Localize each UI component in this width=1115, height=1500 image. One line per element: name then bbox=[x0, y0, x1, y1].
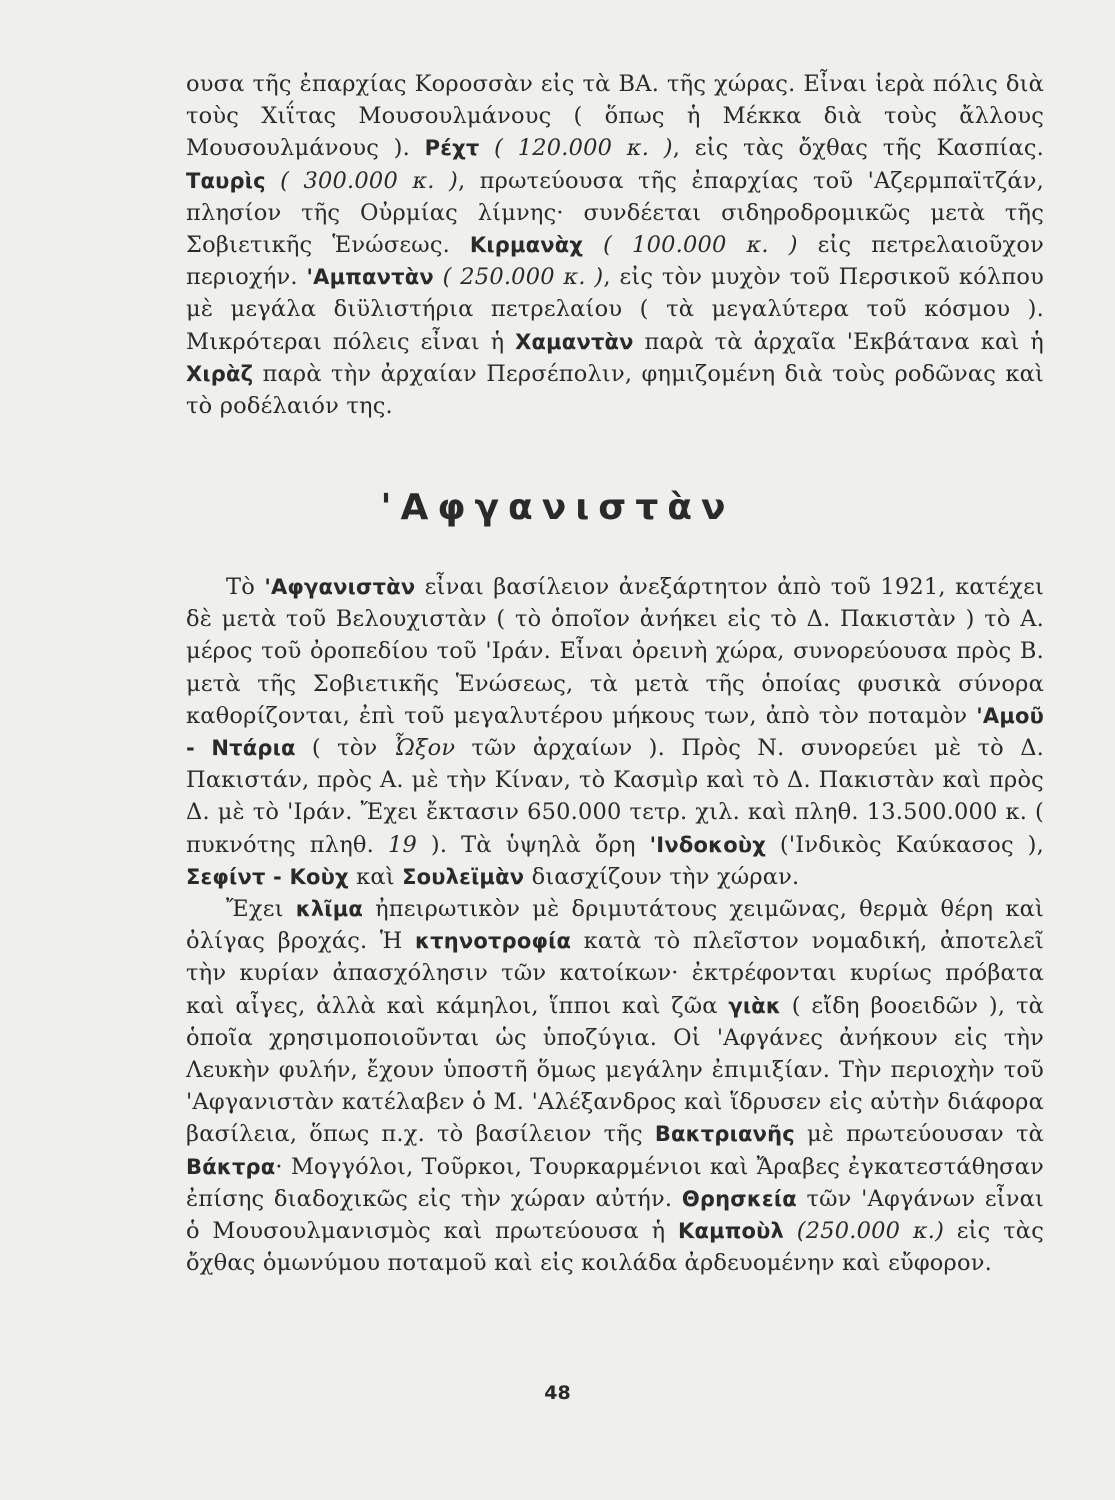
text-run: μὲ πρωτεύουσαν τὰ bbox=[794, 1121, 1044, 1148]
bold-term: κλῖμα bbox=[295, 897, 363, 922]
bold-term: 'Αφγανιστὰν bbox=[264, 575, 416, 599]
italic-text: 19 bbox=[387, 831, 417, 858]
italic-text: Ὦξον bbox=[393, 735, 456, 762]
top-paragraph bbox=[186, 68, 1044, 422]
bold-term: γιὰκ bbox=[728, 993, 782, 1018]
text-run: διασχίζουν τὴν χώραν. bbox=[524, 863, 800, 890]
page-number: 48 bbox=[544, 1382, 571, 1404]
text-run: , πρωτεύουσα τῆς ἐπαρχίας τοῦ 'Αζερμπαϊτζάν, πλησίον τῆς Οὐρμίας λίμνης· συνδέεται σιδηροδρομικῶς μετὰ τῆς Σοβιετικῆς Ἑνώσεως. bbox=[186, 167, 1044, 259]
afghanistan-section bbox=[186, 571, 1044, 1279]
paragraph-geography bbox=[186, 571, 1044, 893]
italic-text: ( 120.000 κ. ) bbox=[494, 135, 673, 162]
bold-term: Καμποὺλ bbox=[677, 1219, 785, 1244]
italic-text: ( 250.000 κ. ) bbox=[442, 264, 604, 291]
section-title: 'Αφγανιστὰν bbox=[380, 487, 735, 528]
text-run: ( εἴδη βοοειδῶν ), τὰ ὁποῖα χρησιμοποιοῦνται ὡς ὑποζύγια. Οἱ 'Αφγάνες ἀνήκουν εἰς τὴν Λευκὴν φυλήν, ἔχουν ὑποστῆ ὅμως μεγάλην ἐπιμιξίαν. Τὴν περιοχὴν τοῦ 'Αφγανιστὰν κατέλαβεν ὁ Μ. 'Αλέξανδρος καὶ ἵδρυσεν εἰς αὐτὴν διάφορα βασίλεια, ὅπως π.χ. τὸ βασίλειον τῆς bbox=[186, 992, 1044, 1148]
text-run: καὶ bbox=[348, 863, 403, 890]
text-run: ('Ινδικὸς Καύκασος ), bbox=[765, 831, 1045, 858]
text-run bbox=[266, 168, 280, 194]
italic-text: ( 300.000 κ. ) bbox=[280, 167, 458, 194]
bold-term: 'Αμοῦ - Ντάρια bbox=[186, 703, 1044, 761]
bold-term: Ρέχτ bbox=[424, 136, 480, 161]
text-run: παρὰ τὴν ἀρχαίαν Περσέπολιν, φημιζομένη διὰ τοὺς ροδῶνας καὶ τὸ ροδέλαιόν της. bbox=[186, 360, 1044, 420]
text-run: κατὰ τὸ πλεῖστον νομαδική, ἀποτελεῖ τὴν κυρίαν ἀπασχόλησιν τῶν κατοίκων· ἐκτρέφονται κυρίως πρόβατα καὶ αἶγες, ἀλλὰ καὶ κάμηλοι, ἵπποι καὶ ζῶα bbox=[186, 928, 1044, 1019]
bold-term: Βάκτρα bbox=[186, 1154, 276, 1179]
bold-term: Χαμαντὰν bbox=[515, 329, 634, 354]
text-run: ( τὸν bbox=[295, 735, 394, 762]
bold-term: 'Αμπαντὰν bbox=[306, 265, 434, 290]
text-run: εἰς πετρελαιοῦχον περιοχήν. bbox=[186, 232, 1044, 291]
bold-term: Θρησκεία bbox=[681, 1186, 797, 1211]
bold-term: Σεφίντ - Κοὺχ bbox=[186, 864, 349, 889]
bold-term: Σουλεϊμὰν bbox=[402, 864, 525, 889]
bold-term: Κιρμανὰχ bbox=[469, 233, 584, 258]
text-run: τῶν ἀρχαίων ). Πρὸς Ν. συνορεύει μὲ τὸ Δ. Πακιστάν, πρὸς Α. μὲ τὴν Κίναν, τὸ Κασμὶρ καὶ τὸ Δ. Πακιστὰν καὶ πρὸς Δ. μὲ τὸ 'Ιράν. Ἔχει ἔκτασιν 650.000 τετρ. χιλ. καὶ πληθ. 13.500.000 κ. ( πυκνότης πληθ. bbox=[186, 735, 1044, 858]
text-run: τῶν 'Αφγάνων εἶναι ὁ Μουσουλμανισμὸς καὶ πρωτεύουσα ἡ bbox=[186, 1185, 1045, 1245]
bold-term: Ταυρὶς bbox=[186, 168, 266, 193]
bold-term: 'Ινδοκοὺχ bbox=[649, 832, 766, 857]
text-run bbox=[479, 135, 494, 161]
text-run: ). Τὰ ὑψηλὰ ὄρη bbox=[417, 831, 650, 858]
text-run: ἠπειρωτικὸν μὲ δριμυτάτους χειμῶνας, θερμὰ θέρη καὶ ὀλίγας βροχάς. Ἡ bbox=[186, 896, 1045, 955]
text-run bbox=[434, 264, 443, 290]
paragraph-iran-cities bbox=[186, 68, 1044, 422]
text-run: · Μογγόλοι, Τοῦρκοι, Τουρκαρμένιοι καὶ Ἄραβες ἐγκατεστάθησαν ἐπίσης διαδοχικῶς εἰς τὴν χώραν αὐτήν. bbox=[186, 1153, 1044, 1212]
bold-term: Χιρὰζ bbox=[186, 361, 254, 386]
text-run: εἰς τὰς ὄχθας ὁμωνύμου ποταμοῦ καὶ εἰς κοιλάδα ἀρδευομένην καὶ εὔφορον. bbox=[186, 1218, 1045, 1277]
text-run: , εἰς τὸν μυχὸν τοῦ Περσικοῦ κόλπου μὲ μεγάλα διϋλιστήρια πετρελαίου ( τὰ μεγαλύτερα τοῦ κόσμου ). Μικρότεραι πόλεις εἶναι ἡ bbox=[186, 264, 1044, 355]
italic-text: ( 100.000 κ. ) bbox=[603, 232, 798, 259]
text-run bbox=[583, 232, 603, 258]
text-run: Ἔχει bbox=[226, 896, 296, 923]
bold-term: Βακτριανῆς bbox=[654, 1122, 795, 1147]
text-run: ουσα τῆς ἐπαρχίας Κοροσσὰν εἰς τὰ ΒΑ. τῆς χώρας. Εἶναι ἱερὰ πόλις διὰ τοὺς Χιΐτας Μουσουλμάνους ( ὅπως ἡ Μέκκα διὰ τοὺς ἄλλους Μουσουλμάνους ). bbox=[186, 71, 1044, 162]
text-run bbox=[784, 1218, 797, 1244]
paragraph-climate-history bbox=[186, 893, 1044, 1279]
text-run: , εἰς τὰς ὄχθας τῆς Κασπίας. bbox=[672, 135, 1044, 162]
text-run: παρὰ τὰ ἀρχαῖα 'Εκβάτανα καὶ ἡ bbox=[633, 328, 1044, 355]
italic-text: (250.000 κ.) bbox=[796, 1218, 945, 1245]
bold-term: κτηνοτροφία bbox=[415, 929, 572, 954]
text-run: Τὸ bbox=[226, 574, 265, 600]
text-run: εἶναι βασίλειον ἀνεξάρτητον ἀπὸ τοῦ 1921, κατέχει δὲ μετὰ τοῦ Βελουχιστὰν ( τὸ ὁποῖον ἀνήκει εἰς τὸ Δ. Πακιστὰν ) τὸ Α. μέρος τοῦ ὀροπεδίου τοῦ 'Ιράν. Εἶναι ὀρεινὴ χώρα, συνορεύουσα πρὸς Β. μετὰ τῆς Σοβιετικῆς Ἑνώσεως, τὰ μετὰ τῆς ὁποίας φυσικὰ σύνορα καθορίζονται, ἐπὶ τοῦ μεγαλυτέρου μήκους των, ἀπὸ τὸν ποταμὸν bbox=[186, 574, 1044, 729]
